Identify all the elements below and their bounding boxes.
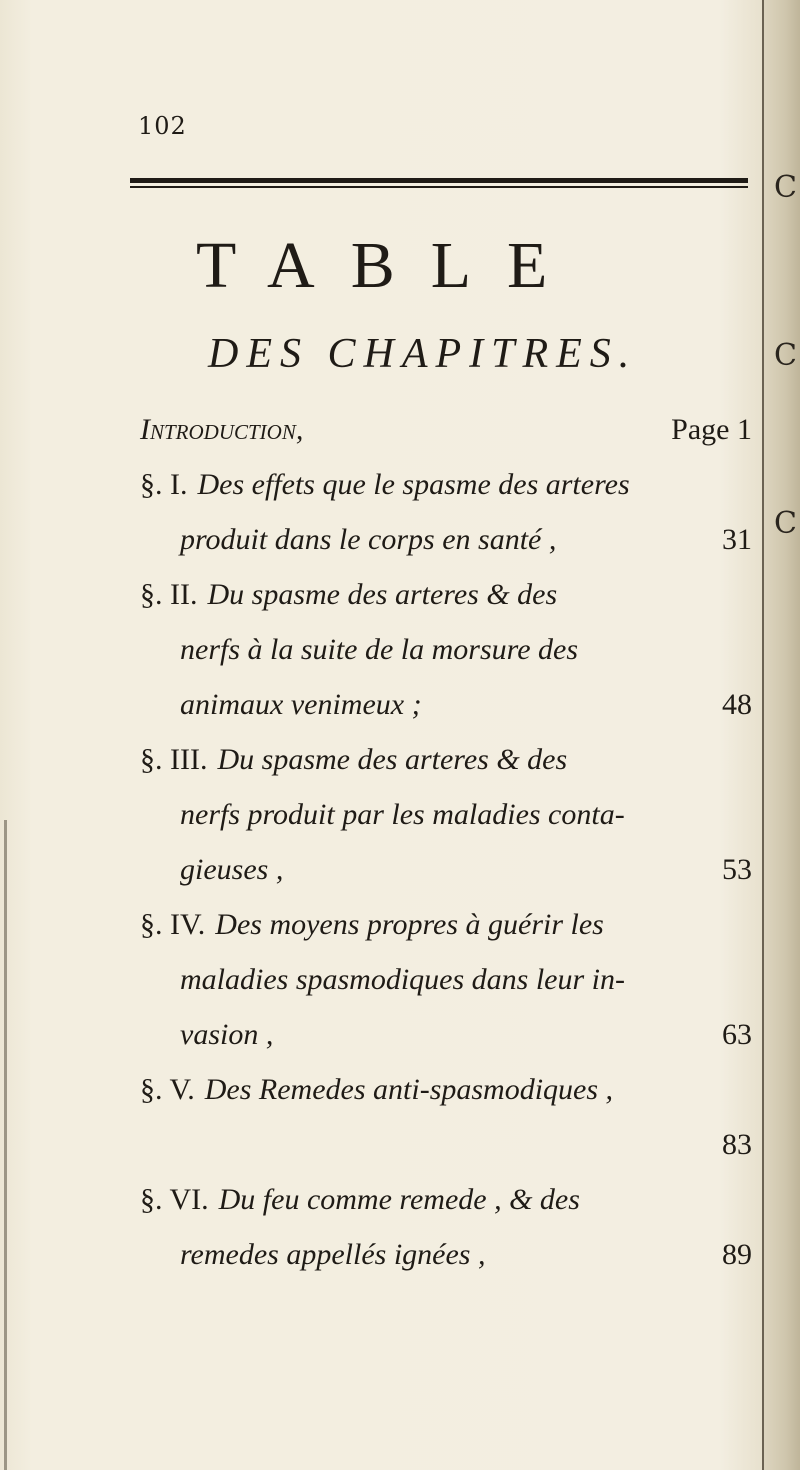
toc-entry-text: Des moyens propres à guérir les xyxy=(215,908,604,941)
toc-entry-text: maladies spasmodiques dans leur in- xyxy=(180,963,625,996)
toc-entry-text: Du spasme des arteres & des xyxy=(207,578,558,611)
toc-entry-text: Du spasme des arteres & des xyxy=(217,743,568,776)
toc-entry-introduction xyxy=(140,402,752,457)
toc-section-number: §. I. xyxy=(140,468,188,501)
toc-entry-page: 83 xyxy=(722,1128,752,1161)
toc-entry-text: Des effets que le spasme des arteres xyxy=(197,468,630,501)
edge-letter: C xyxy=(774,506,797,541)
toc-entry-label: Introduction, xyxy=(140,413,304,446)
toc-entry xyxy=(140,567,752,732)
toc-entry-text: remedes appellés ignées , xyxy=(180,1238,486,1271)
toc-entry-text: Du feu comme remede , & des xyxy=(218,1183,580,1216)
toc-entry-page: 48 xyxy=(722,688,752,721)
toc-entry-text: nerfs à la suite de la morsure des xyxy=(180,633,579,666)
toc-entry-text: Des Remedes anti-spasmodiques , xyxy=(204,1073,614,1106)
header-rule xyxy=(130,178,748,183)
toc-entry xyxy=(140,897,752,1062)
toc-entry-text: vasion , xyxy=(180,1018,274,1051)
next-page-edge xyxy=(762,0,800,1470)
toc-entry xyxy=(140,732,752,897)
toc-section-number: §. IV. xyxy=(140,908,206,941)
toc-entry-page: Page 1 xyxy=(671,413,752,446)
toc-entry-text: animaux venimeux ; xyxy=(180,688,422,721)
edge-letter: C xyxy=(774,170,797,205)
toc-entry-page: 89 xyxy=(722,1238,752,1271)
toc-entry-text: nerfs produit par les maladies conta- xyxy=(180,798,625,831)
toc-entry xyxy=(140,1172,752,1282)
toc-entry-page: 31 xyxy=(722,523,752,556)
header-rule-thin xyxy=(130,186,748,188)
toc-section-number: §. II. xyxy=(140,578,198,611)
toc-entry-text: gieuses , xyxy=(180,853,284,886)
page-title: TABLE xyxy=(196,229,584,302)
table-of-contents xyxy=(140,402,752,1282)
toc-entry xyxy=(140,1062,752,1172)
toc-section-number: §. V. xyxy=(140,1073,195,1106)
toc-entry-page: 63 xyxy=(722,1018,752,1051)
toc-section-number: §. VI. xyxy=(140,1183,209,1216)
page-subtitle: DES CHAPITRES. xyxy=(208,331,638,377)
page-number: 102 xyxy=(138,112,187,140)
edge-letter: C xyxy=(774,338,797,373)
toc-entry xyxy=(140,457,752,567)
toc-entry-page: 53 xyxy=(722,853,752,886)
page-gutter-line xyxy=(4,820,7,1470)
toc-entry-text: produit dans le corps en santé , xyxy=(180,523,557,556)
toc-section-number: §. III. xyxy=(140,743,208,776)
